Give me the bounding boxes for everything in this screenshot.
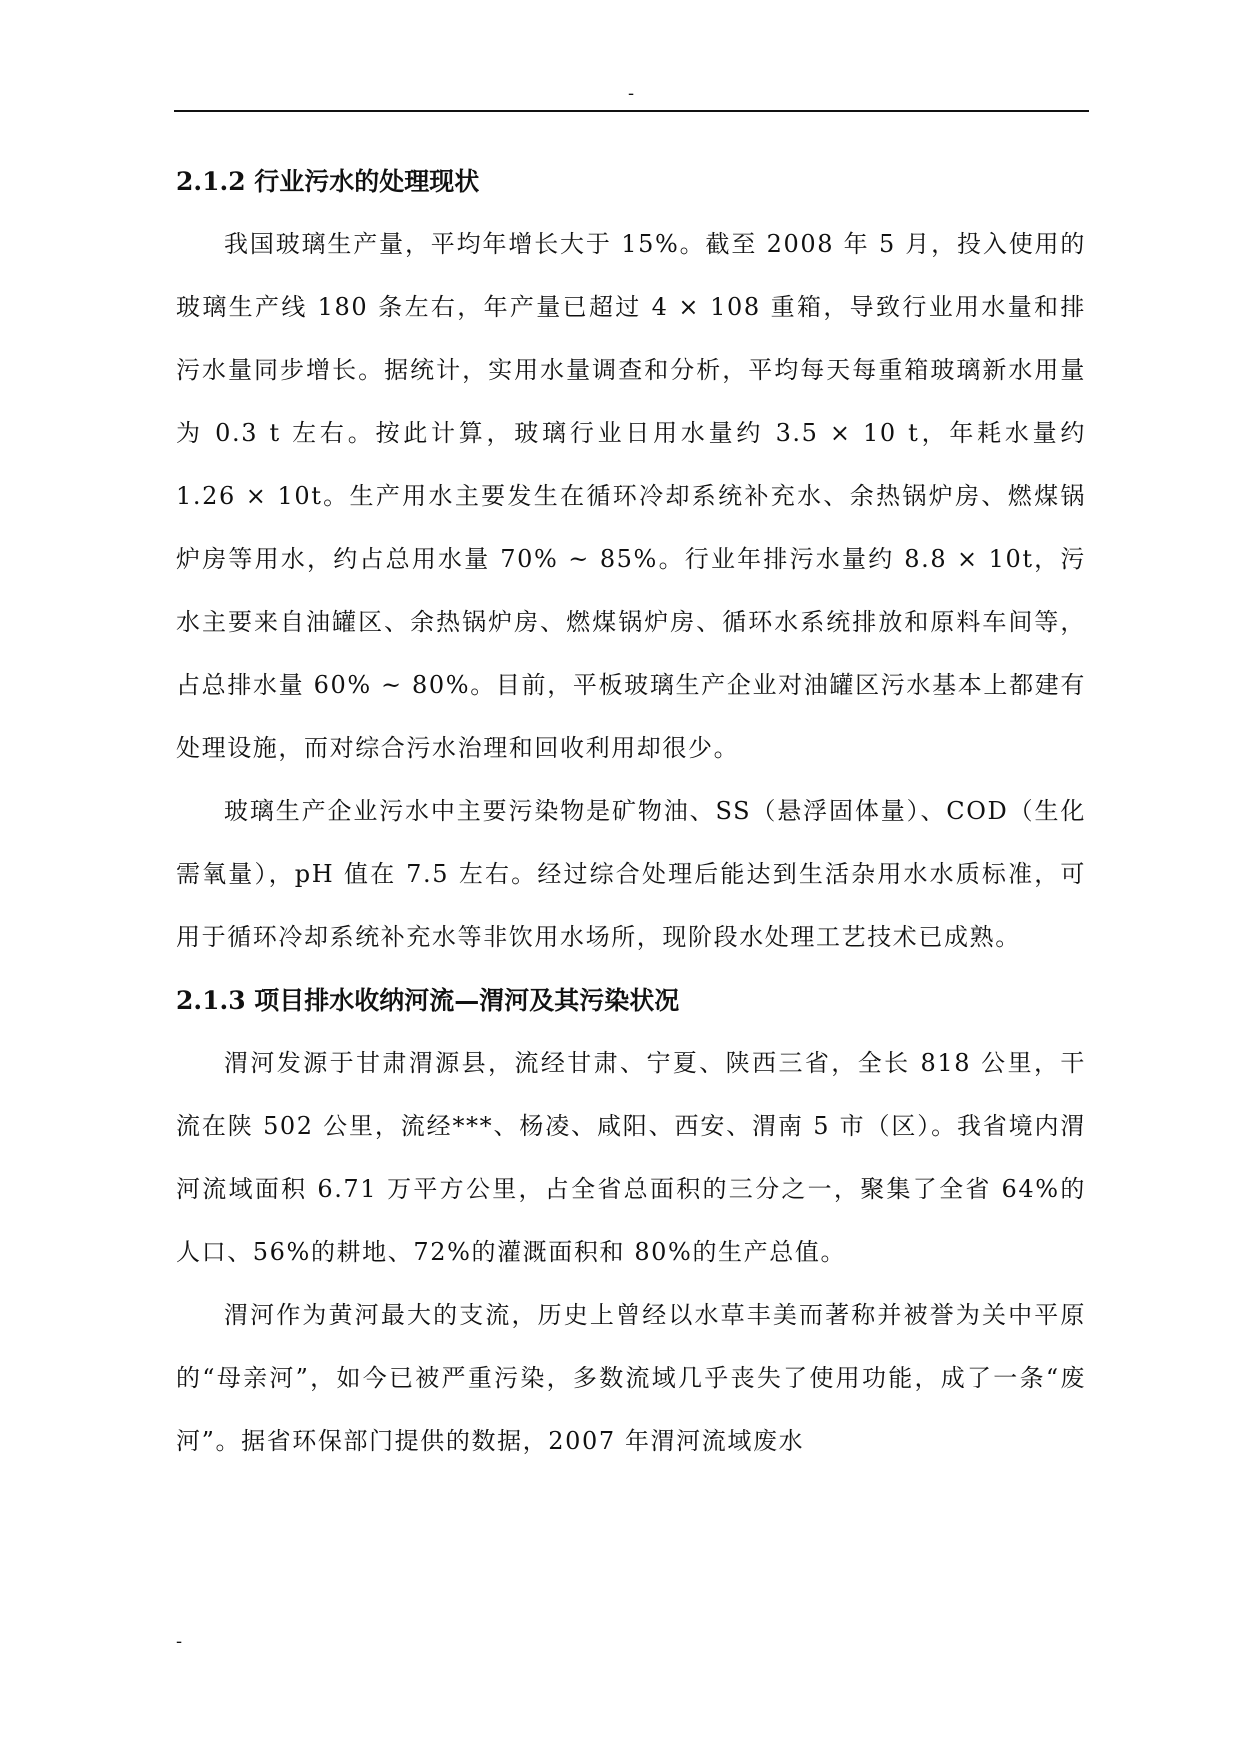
paragraph-weihe-source: 渭河发源于甘肃渭源县，流经甘肃、宁夏、陕西三省，全长 818 公里，干流在陕 502 公里，流经***、杨凌、咸阳、西安、渭南 5 市（区）。我省境内渭河流域面积 6.71 万平方公里，占全省总面积的三分之一，聚集了全省 64%的人口、56%的耕地、72%的灌溉面积和 80%的生产总值。: [176, 1049, 1086, 1266]
footer-mark: -: [176, 1631, 183, 1652]
header-mark: -: [628, 83, 635, 104]
header-rule: [174, 110, 1089, 112]
paragraph-glass-output: 我国玻璃生产量，平均年增长大于 15%。截至 2008 年 5 月，投入使用的玻璃生产线 180 条左右，年产量已超过 4 × 108 重箱，导致行业用水量和排污水量同步增长。据统计，实用水量调查和分析，平均每天每重箱玻璃新水用量为 0.3 t 左右。按此计算，玻璃行业日用水量约 3.5 × 10 t，年耗水量约 1.26 × 10t。生产用水主要发生在循环冷却系统补充水、余热锅炉房、燃煤锅炉房等用水，约占总用水量 70% ~ 85%。行业年排污水量约 8.8 × 10t，污水主要来自油罐区、余热锅炉房、燃煤锅炉房、循环水系统排放和原料车间等， 占总排水量 60% ~ 80%。目前，平板玻璃生产企业对油罐区污水基本上都建有处理设施，而对综合污水治理和回收利用却很少。: [176, 230, 1086, 762]
section-heading-2-1-2: 2.1.2 行业污水的处理现状: [176, 167, 480, 196]
paragraph-weihe-pollution: 渭河作为黄河最大的支流，历史上曾经以水草丰美而著称并被誉为关中平原的“母亲河”，如今已被严重污染，多数流域几乎丧失了使用功能，成了一条“废河”。据省环保部门提供的数据，2007 年渭河流域废水: [176, 1301, 1086, 1455]
paragraph-pollutants: 玻璃生产企业污水中主要污染物是矿物油、SS（悬浮固体量）、COD（生化需氧量），pH 值在 7.5 左右。经过综合处理后能达到生活杂用水水质标准，可用于循环冷却系统补充水等非饮用水场所，现阶段水处理工艺技术已成熟。: [176, 797, 1086, 951]
section-heading-2-1-3: 2.1.3 项目排水收纳河流—渭河及其污染状况: [176, 986, 680, 1015]
page-body: [176, 150, 1086, 1473]
